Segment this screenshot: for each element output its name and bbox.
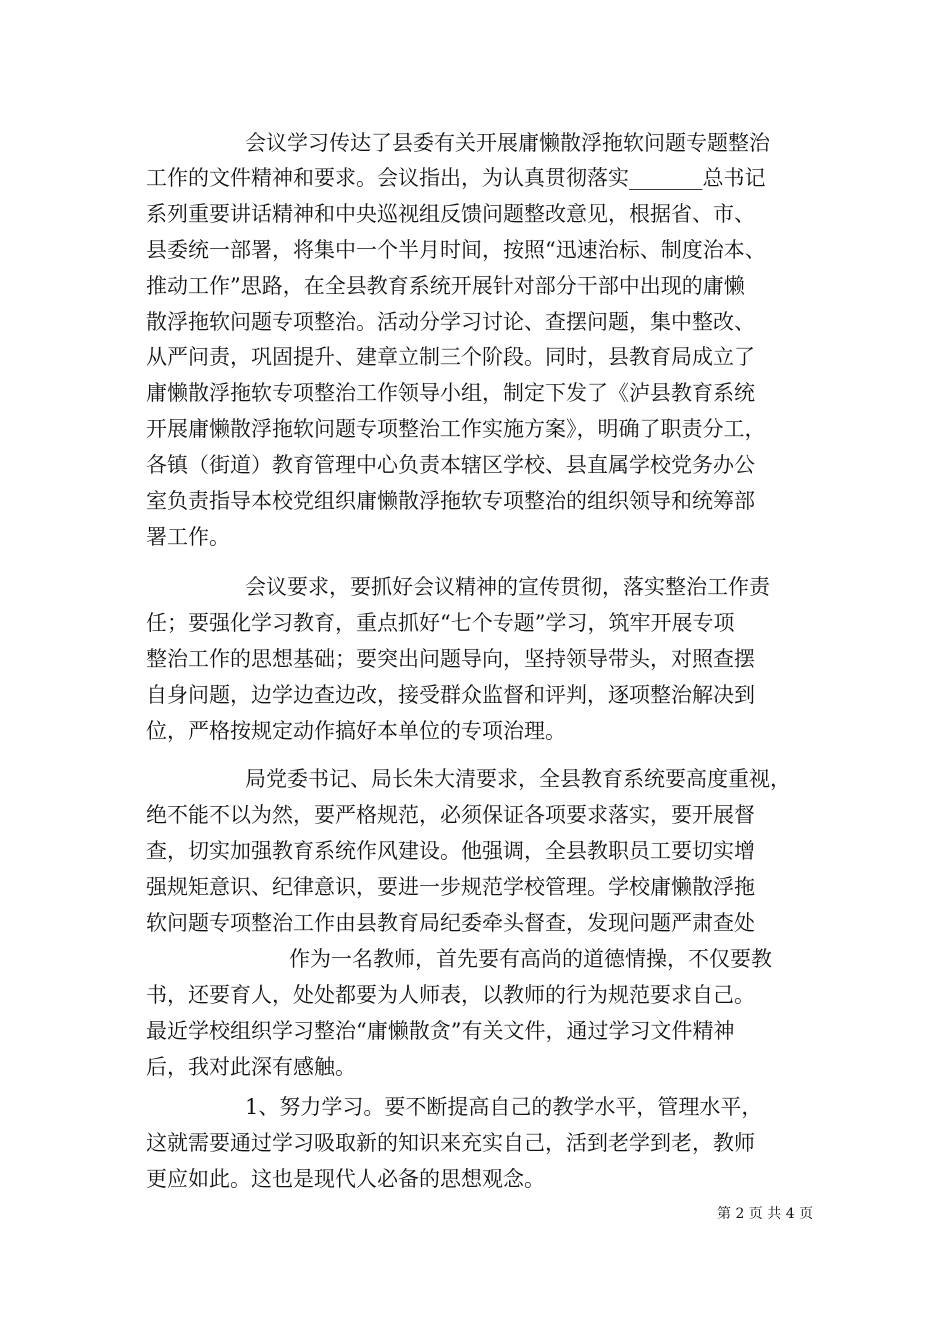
paragraph-line: 系列重要讲话精神和中央巡视组反馈问题整改意见，根据省、市、 xyxy=(146,202,755,226)
paragraph-line: 署工作。 xyxy=(146,525,230,549)
paragraph-line: 后，我对此深有感触。 xyxy=(146,1055,356,1079)
paragraph-line: 自身问题，边学边查边改，接受群众监督和评判，逐项整治解决到 xyxy=(146,683,755,707)
paragraph-line: 位，严格按规定动作搞好本单位的专项治理。 xyxy=(146,719,566,743)
paragraph-line: 散浮拖软问题专项整治。活动分学习讨论、查摆问题，集中整改、 xyxy=(146,310,755,334)
paragraph-line: 各镇（街道）教育管理中心负责本辖区学校、县直属学校党务办公 xyxy=(146,453,755,477)
paragraph-line: 从严问责，巩固提升、建章立制三个阶段。同时，县教育局成立了 xyxy=(146,345,755,369)
paragraph-line: 更应如此。这也是现代人必备的思想观念。 xyxy=(146,1167,545,1191)
paragraph-line: 室负责指导本校党组织庸懒散浮拖软专项整治的组织领导和统筹部 xyxy=(146,489,755,513)
paragraph-line: 1、努力学习。要不断提高自己的教学水平，管理水平， xyxy=(245,1095,763,1119)
paragraph-line: 这就需要通过学习吸取新的知识来充实自己，活到老学到老，教师 xyxy=(146,1131,755,1155)
paragraph-line: 推动工作”思路，在全县教育系统开展针对部分干部中出现的庸懒 xyxy=(146,274,745,298)
paragraph-line: 整治工作的思想基础；要突出问题导向，坚持领导带头，对照查摆 xyxy=(146,647,755,671)
paragraph-line: 最近学校组织学习整治“庸懒散贪”有关文件，通过学习文件精神 xyxy=(146,1019,735,1043)
paragraph-line: 会议要求，要抓好会议精神的宣传贯彻，落实整治工作责 xyxy=(245,575,770,599)
paragraph-line: 会议学习传达了县委有关开展庸懒散浮拖软问题专题整治 xyxy=(245,131,770,155)
paragraph-line: 工作的文件精神和要求。会议指出，为认真贯彻落实_______总书记 xyxy=(146,166,766,190)
paragraph-line: 庸懒散浮拖软专项整治工作领导小组，制定下发了《泸县教育系统 xyxy=(146,381,755,405)
paragraph-line: 作为一名教师，首先要有高尚的道德情操，不仅要教 xyxy=(289,947,772,971)
paragraph-line: 县委统一部署，将集中一个半月时间，按照“迅速治标、制度治本、 xyxy=(146,238,766,262)
paragraph-line: 局党委书记、局长朱大清要求，全县教育系统要高度重视， xyxy=(245,767,791,791)
paragraph-line: 开展庸懒散浮拖软问题专项整治工作实施方案》，明确了职责分工， xyxy=(146,417,766,441)
paragraph-line: 书，还要育人，处处都要为人师表，以教师的行为规范要求自己。 xyxy=(146,983,755,1007)
paragraph-line: 软问题专项整治工作由县教育局纪委牵头督查，发现问题严肃查处 xyxy=(146,911,755,935)
page-number-footer: 第 2 页 共 4 页 xyxy=(717,1206,814,1222)
paragraph-line: 任；要强化学习教育，重点抓好“七个专题”学习，筑牢开展专项 xyxy=(146,611,735,635)
paragraph-line: 强规矩意识、纪律意识，要进一步规范学校管理。学校庸懒散浮拖 xyxy=(146,875,755,899)
paragraph-line: 绝不能不以为然，要严格规范，必须保证各项要求落实，要开展督 xyxy=(146,803,755,827)
paragraph-line: 查，切实加强教育系统作风建设。他强调，全县教职员工要切实增 xyxy=(146,839,755,863)
